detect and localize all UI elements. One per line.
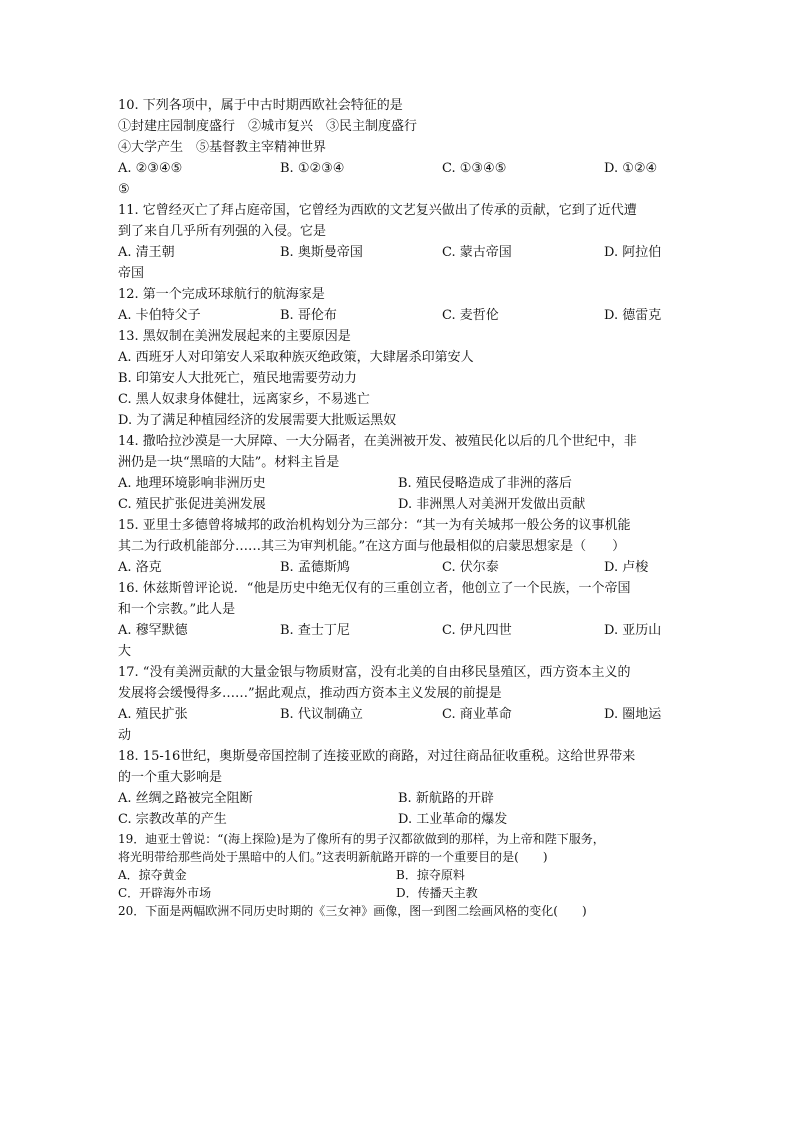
- option-row: [118, 158, 678, 179]
- option-b[interactable]: B. 奥斯曼帝国: [280, 245, 363, 260]
- question-stem: 10. 下列各项中，属于中古时期西欧社会特征的是: [118, 98, 403, 113]
- option-c[interactable]: C. ①③④⑤: [442, 161, 507, 176]
- question-10: [118, 95, 678, 200]
- option-d[interactable]: D. 阿拉伯: [604, 245, 662, 260]
- question-stem: ④大学产生 ⑤基督教主宰精神世界: [118, 140, 327, 155]
- question-17: [118, 662, 678, 746]
- question-stem: 发展将会缓慢得多……”据此观点，推动西方资本主义发展的前提是: [118, 686, 502, 701]
- question-20: [118, 902, 678, 920]
- option-a[interactable]: A. 地理环境影响非洲历史: [118, 476, 266, 491]
- option-row: [118, 557, 678, 578]
- question-stem: 11. 它曾经灭亡了拜占庭帝国，它曾经为西欧的文艺复兴做出了传承的贡献，它到了近代遭: [118, 203, 637, 218]
- question-stem: 18. 15-16世纪，奥斯曼帝国控制了连接亚欧的商路，对过往商品征收重税。这给世界带来: [118, 749, 636, 764]
- option-row: [118, 620, 678, 641]
- question-stem: 19．迪亚士曾说：“(海上探险)是为了像所有的男子汉都欲做到的那样，为上帝和陛下服务，: [118, 832, 605, 846]
- option-b[interactable]: B. 印第安人大批死亡，殖民地需要劳动力: [118, 371, 357, 386]
- option-row: [118, 473, 678, 494]
- option-b[interactable]: B. 代议制确立: [280, 707, 363, 722]
- option-c[interactable]: C．开辟海外市场: [118, 886, 212, 900]
- option-a[interactable]: A. 洛克: [118, 560, 162, 575]
- option-a[interactable]: A. 西班牙人对印第安人采取种族灭绝政策，大肆屠杀印第安人: [118, 350, 474, 365]
- question-stem: 13. 黑奴制在美洲发展起来的主要原因是: [118, 329, 351, 344]
- question-stem: 到了来自几乎所有列强的入侵。它是: [118, 224, 327, 239]
- question-stem: 12. 第一个完成环球航行的航海家是: [118, 287, 325, 302]
- question-list: [118, 95, 678, 920]
- question-stem: 其二为行政机能部分……其三为审判机能。”在这方面与他最相似的启蒙思想家是（ ）: [118, 539, 626, 554]
- option-c[interactable]: C. 伊凡四世: [442, 623, 512, 638]
- option-d[interactable]: D. 工业革命的爆发: [398, 812, 508, 827]
- option-d[interactable]: D. 亚历山: [604, 623, 662, 638]
- question-stem: 17. “没有美洲贡献的大量金银与物质财富，没有北美的自由移民垦殖区，西方资本主义的: [118, 665, 631, 680]
- option-overflow: 大: [118, 644, 132, 659]
- option-row: [118, 809, 678, 830]
- option-row: [118, 494, 678, 515]
- option-d[interactable]: D．传播天主教: [396, 886, 478, 900]
- option-d[interactable]: D. 为了满足种植园经济的发展需要大批贩运黑奴: [118, 413, 397, 428]
- option-overflow: 动: [118, 728, 132, 743]
- option-row: [118, 242, 678, 263]
- option-d[interactable]: D. ①②④: [604, 161, 658, 176]
- option-row: [118, 788, 678, 809]
- option-a[interactable]: A. 卡伯特父子: [118, 308, 201, 323]
- option-a[interactable]: A. 丝绸之路被完全阻断: [118, 791, 253, 806]
- option-overflow: 帝国: [118, 266, 145, 281]
- option-a[interactable]: A. 清王朝: [118, 245, 175, 260]
- option-a[interactable]: A. 殖民扩张: [118, 707, 188, 722]
- option-row: [118, 866, 678, 884]
- option-c[interactable]: C. 伏尔泰: [442, 560, 499, 575]
- option-c[interactable]: C. 麦哲伦: [442, 308, 499, 323]
- option-d[interactable]: D. 德雷克: [604, 308, 662, 323]
- option-b[interactable]: B．掠夺原料: [396, 868, 465, 882]
- question-15: [118, 515, 678, 578]
- option-b[interactable]: B. 查士丁尼: [280, 623, 350, 638]
- option-d[interactable]: D. 圈地运: [604, 707, 662, 722]
- option-overflow: ⑤: [118, 182, 130, 197]
- question-13: [118, 326, 678, 431]
- option-c[interactable]: C. 商业革命: [442, 707, 512, 722]
- question-stem: 20．下面是两幅欧洲不同历史时期的《三女神》画像，图一到图二绘画风格的变化( ): [118, 904, 587, 918]
- option-row: [118, 704, 678, 725]
- option-d[interactable]: D. 非洲黑人对美洲开发做出贡献: [398, 497, 586, 512]
- option-b[interactable]: B. 孟德斯鸠: [280, 560, 350, 575]
- question-11: [118, 200, 678, 284]
- option-a[interactable]: A. ②③④⑤: [118, 161, 183, 176]
- option-row: [118, 305, 678, 326]
- option-b[interactable]: B. 殖民侵略造成了非洲的落后: [398, 476, 572, 491]
- option-d[interactable]: D. 卢梭: [604, 560, 649, 575]
- question-stem: 16. 休兹斯曾评论说．“他是历史中绝无仅有的三重创立者，他创立了一个民族，一个帝国: [118, 581, 631, 596]
- option-c[interactable]: C. 蒙古帝国: [442, 245, 512, 260]
- question-stem: 洲仍是一块“黑暗的大陆”。材料主旨是: [118, 455, 340, 470]
- question-stem: ①封建庄园制度盛行 ②城市复兴 ③民主制度盛行: [118, 119, 418, 134]
- question-16: [118, 578, 678, 662]
- option-c[interactable]: C. 殖民扩张促进美洲发展: [118, 497, 266, 512]
- option-b[interactable]: B. 新航路的开辟: [398, 791, 494, 806]
- question-18: [118, 746, 678, 830]
- option-row: [118, 884, 678, 902]
- option-c[interactable]: C. 宗教改革的产生: [118, 812, 227, 827]
- question-stem: 的一个重大影响是: [118, 770, 223, 785]
- question-12: [118, 284, 678, 326]
- question-19: [118, 830, 678, 902]
- question-stem: 将光明带给那些尚处于黑暗中的人们。”这表明新航路开辟的一个重要目的是( ): [118, 850, 548, 864]
- question-stem: 和一个宗教。”此人是: [118, 602, 236, 617]
- option-c[interactable]: C. 黑人奴隶身体健壮，远离家乡，不易逃亡: [118, 392, 370, 407]
- option-b[interactable]: B. ①②③④: [280, 161, 345, 176]
- question-stem: 15. 亚里士多德曾将城邦的政治机构划分为三部分：“其一为有关城邦一般公务的议事机能: [118, 518, 631, 533]
- option-b[interactable]: B. 哥伦布: [280, 308, 337, 323]
- question-stem: 14. 撒哈拉沙漠是一大屏障、一大分隔者，在美洲被开发、被殖民化以后的几个世纪中，非: [118, 434, 637, 449]
- option-a[interactable]: A．掠夺黄金: [118, 868, 187, 882]
- question-14: [118, 431, 678, 515]
- option-a[interactable]: A. 穆罕默德: [118, 623, 188, 638]
